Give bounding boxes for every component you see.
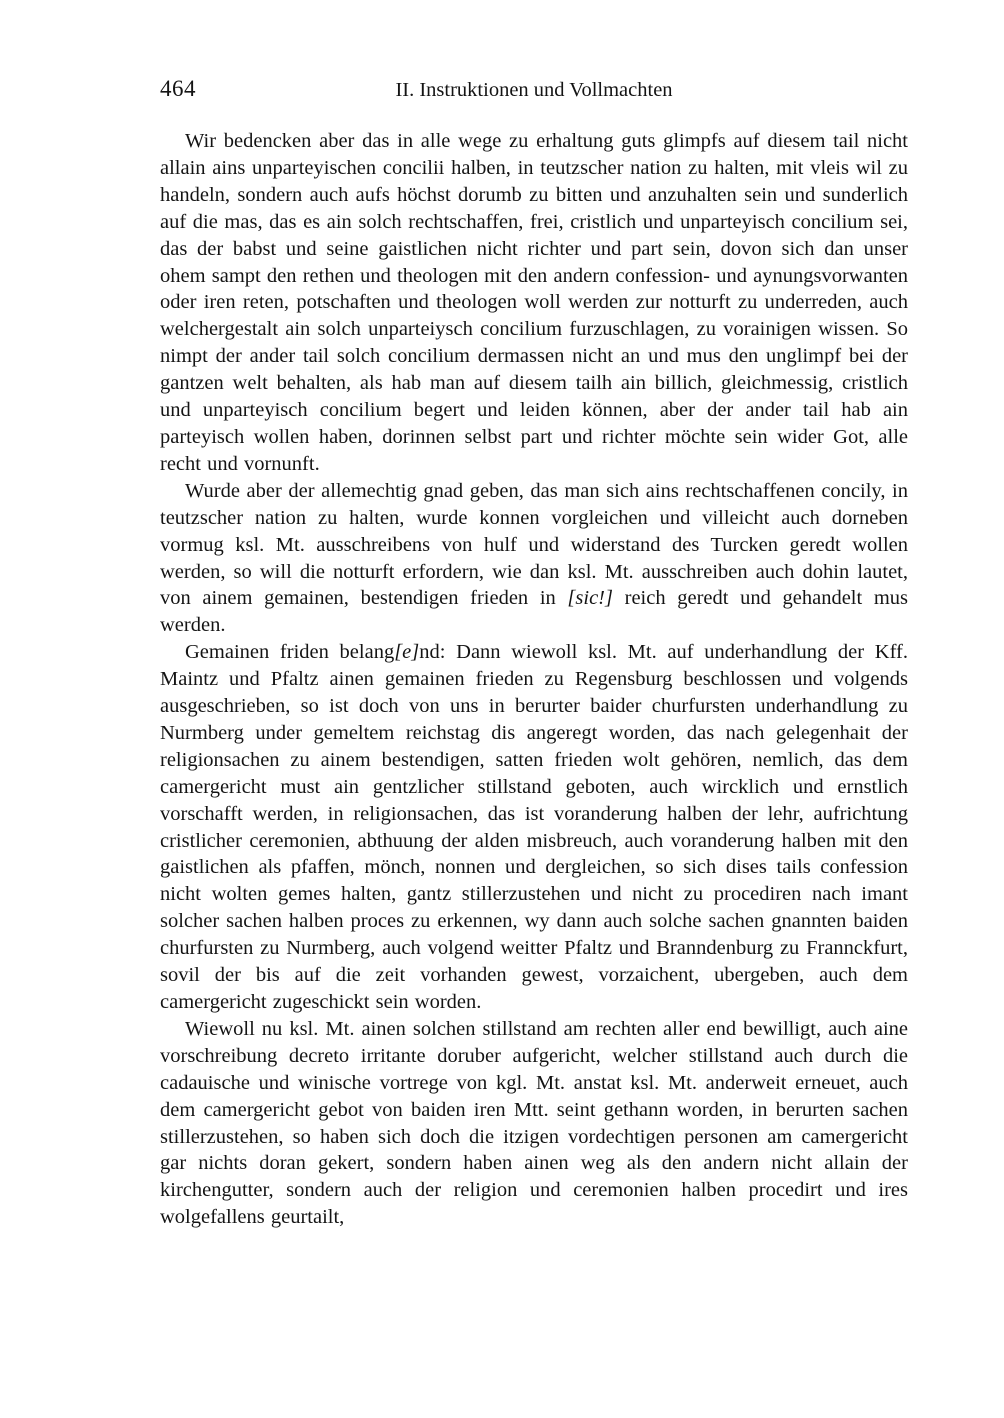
running-head: II. Instruktionen und Vollmachten <box>395 79 673 101</box>
sic-annotation: [sic!] <box>567 587 613 610</box>
paragraph-3-tail: nd: Dann wiewoll ksl. Mt. auf underhandlung der Kff. Maintz und Pfaltz ainen gemainen frieden zu Regensburg beschlossen und volgends ausgeschrieben, so ist doch von uns in berurter baider churfursten underhandlung zu Nurmberg under gemeltem reichstag dis angeregt worden, das nach gelegenhait der religionsachen zu ainem bestendigen, satten frieden wolt gehören, nemlich, das dem camergericht must ain gentzlicher stillstand geboten, auch wircklich und ernstlich vorschafft werden, in religionsachen, das ist voranderung halben der lehr, aufrichtung cristlicher ceremonien, abthuung der alden misbreuch, auch voranderung halben mit den gaistlichen als pfaffen, mönch, nonnen und dergleichen, so sich dises tails confession nicht wolten gemes halten, gantz stillerzustehen und nicht zu procediren nach imant solcher sachen halben proces zu erkennen, wy dann auch solche sachen gnannten baiden churfursten zu Nurmberg, auch volgend weitter Pfaltz und Branndenburg zu Frannckfurt, sovil der bis auf die zeit vorhanden gewest, vorzaichent, ubergeben, auch dem camergericht zugeschickt sein worden. <box>160 641 908 1013</box>
paragraph-2 <box>160 478 908 639</box>
paragraph-3-lead: Gemainen friden belang <box>185 641 395 664</box>
paragraph-2-tail: reich geredt und gehandelt mus werden. <box>160 587 908 637</box>
paragraph-3 <box>160 639 908 1016</box>
paragraph-2-lead: Wurde aber der allemechtig gnad geben, das man sich ains rechtschaffenen concily, in teutzscher nation zu halten, wurde konnen vorgleichen und villeicht auch dorneben vormug ksl. Mt. ausschreibens von hulf und widerstand des Turcken geredt wollen werden, so will die notturft erfordern, wie dan ksl. Mt. ausschreiben auch dohin lautet, von ainem gemainen, bestendigen frieden in <box>160 479 908 610</box>
editorial-inserted-letter: [e] <box>394 641 420 664</box>
paragraph-4: Wiewoll nu ksl. Mt. ainen solchen stillstand am rechten aller end bewilligt, auch aine vorschreibung decreto irritante doruber aufgericht, welcher stillstand auch durch die cadauische und winische vortrege von kgl. Mt. anstat ksl. Mt. anderweit erneuet, auch dem camergericht gebot von baiden iren Mtt. seint gethann worden, in berurten sachen stillerzustehen, so haben sich doch die itzigen vordechtigen personen am camergericht gar nichts doran gekert, sondern haben ainen weg als den andern nicht allain der kirchengutter, sondern auch der religion und ceremonien halben procedirt und ires wolgefallens geurtailt, <box>160 1017 908 1229</box>
text-block <box>160 128 908 1231</box>
page-number: 464 <box>160 76 196 101</box>
paragraph-1: Wir bedencken aber das in alle wege zu erhaltung guts glimpfs auf diesem tail nicht allain ains unparteyischen concilii halben, in teutzscher nation zu halten, mit vleis wil zu handeln, sondern auch aufs höchst dorumb zu bitten und anzuhalten sein und sunderlich auf die mas, das es ain solch rechtschaffen, frei, cristlich und unparteyisch concilium sei, das der babst und seine gaistlichen nicht richter und part sein, dovon sich dan unser ohem sampt den rethen und theologen mit den andern confession- und aynungsvorwanten oder iren reten, potschaften und theologen woll werden zur notturft zu underreden, auch welchergestalt ain solch unparteiysch concilium furzuschlagen, zu vorainigen wissen. So nimpt der ander tail solch concilium dermassen nicht an und mus den unglimpf bei der gantzen welt behalten, als hab man auf diesem tailh ain billich, gleichmessig, cristlich und unparteyisch concilium begert und leiden können, aber der ander tail hab ain parteyisch wollen haben, dorinnen selbst part und richter möchte sein wider Got, alle recht und vornunft. <box>160 130 908 475</box>
page-header <box>160 74 908 104</box>
